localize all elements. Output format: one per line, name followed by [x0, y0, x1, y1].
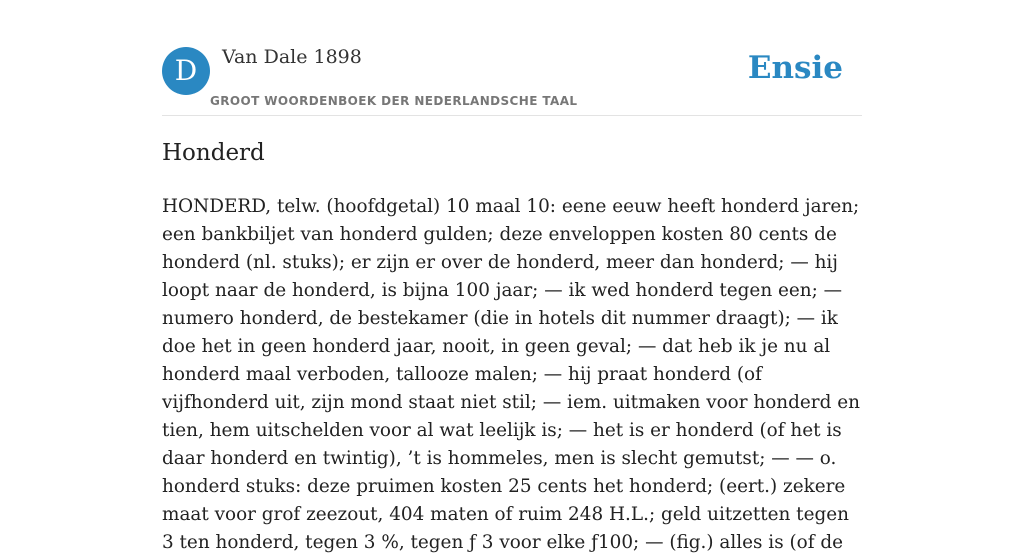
dictionary-title[interactable]: Van Dale 1898 — [222, 46, 362, 68]
header-divider — [162, 115, 862, 116]
entry-definition: HONDERD, telw. (hoofdgetal) 10 maal 10: eene eeuw heeft honderd jaren; een bankbiljet van honderd gulden; deze enveloppen kosten 80 cents de honderd (nl. stuks); er zijn er over de honderd, meer dan honderd; — hij loopt naar de honderd, is bijna 100 jaar; — ik wed honderd tegen een; — numero honderd, de bestekamer (die in hotels dit nummer draagt); — ik doe het in geen honderd jaar, nooit, in geen geval; — dat heb ik je nu al honderd maal verboden, tallooze malen; — hij praat honderd (of vijfhonderd uit, zijn mond staat niet stil; — iem. uitmaken voor honderd en tien, hem uitschelden voor al wat leelijk is; — het is er honderd (of het is daar honderd en twintig), ’t is hommeles, men is slecht gemutst; — — o. honderd stuks: deze pruimen kosten 25 cents het honderd; (eert.) zekere maat voor grof zeezout, 404 maten of ruim 248 H.L.; geld uitzetten tegen 3 ten honderd, tegen 3 %, tegen ƒ 3 voor elke ƒ100; — (fig.) alles is (of de — [162, 196, 860, 553]
entry-title: Honderd — [162, 140, 265, 166]
site-header — [162, 40, 862, 116]
dictionary-logo[interactable]: D — [162, 47, 210, 95]
ensie-logo[interactable]: Ensie — [747, 50, 843, 86]
dictionary-subtitle: GROOT WOORDENBOEK DER NEDERLANDSCHE TAAL — [210, 94, 578, 108]
